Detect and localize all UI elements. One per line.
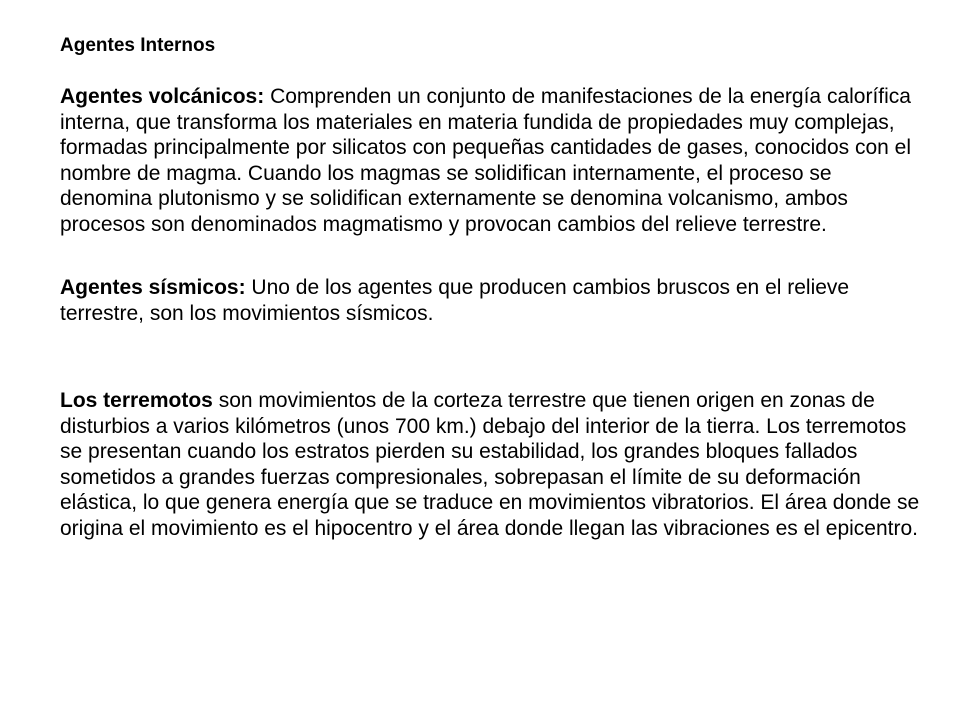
slide-content xyxy=(60,28,920,541)
paragraph-body: son movimientos de la corteza terrestre que tienen origen en zonas de disturbios a varios kilómetros (unos 700 km.) debajo del interior de la tierra. Los terremotos se presentan cuando los estratos pierden su estabilidad, los grandes bloques fallados sometidos a grandes fuerzas compresionales, sobrepasan el límite de su deformación elástica, lo que genera energía que se traduce en movimientos vibratorios. El área donde se origina el movimiento es el hipocentro y el área donde llegan las vibraciones es el epicentro. xyxy=(60,389,920,540)
term-agentes-sismicos: Agentes sísmicos: xyxy=(60,276,246,299)
term-los-terremotos: Los terremotos xyxy=(60,389,213,412)
paragraph-agentes-sismicos xyxy=(60,275,920,326)
paragraph-agentes-volcanicos xyxy=(60,84,920,237)
paragraph-terremotos xyxy=(60,388,920,541)
term-agentes-volcanicos: Agentes volcánicos: xyxy=(60,85,265,108)
paragraph-body: Uno de los agentes que producen cambios bruscos en el relieve terrestre, son los movimientos sísmicos. xyxy=(60,276,850,325)
page-title: Agentes Internos xyxy=(60,35,216,56)
paragraph-body: Comprenden un conjunto de manifestaciones de la energía calorífica interna, que transforma los materiales en materia fundida de propiedades muy complejas, formadas principalmente por silicatos con pequeñas cantidades de gases, conocidos con el nombre de magma. Cuando los magmas se solidifican internamente, el proceso se denomina plutonismo y se solidifican externamente se denomina volcanismo, ambos procesos son denominados magmatismo y provocan cambios del relieve terrestre. xyxy=(60,85,912,236)
